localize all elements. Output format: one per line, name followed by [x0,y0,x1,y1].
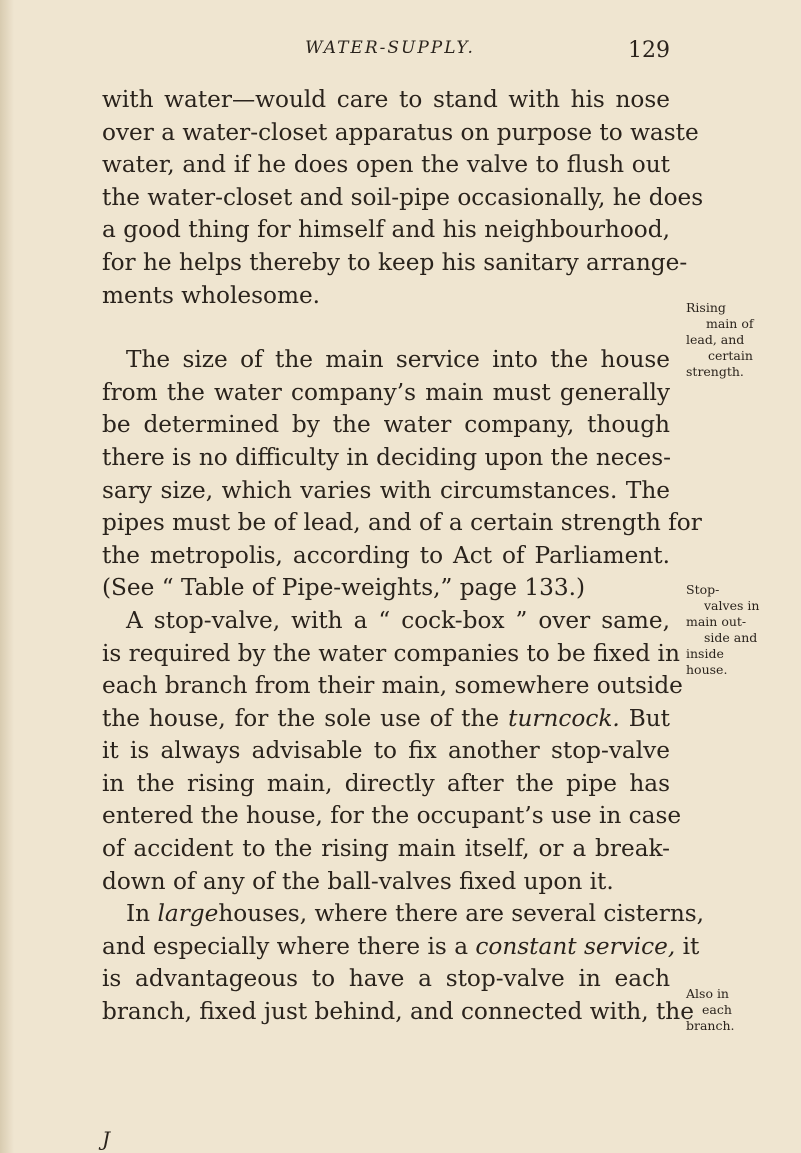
side-note-line: certain [708,348,753,363]
side-note-stop-valves [686,582,796,678]
text-line: it is always advisable to fix another stop-valve [102,737,670,765]
text-line: there is no difficulty in deciding upon the neces- [102,443,671,471]
paragraph-3 [102,605,683,898]
text-fragment: it [675,932,700,960]
side-note-line: lead, and [686,332,745,347]
text-line: be determined by the water company, though [102,411,670,439]
text-line: for he helps thereby to keep his sanitary arrange- [102,248,688,276]
italic-term: large [157,900,219,928]
side-note-line: branch. [686,1018,735,1033]
text-line [102,703,670,736]
page-header [110,38,670,68]
text-line [102,898,705,931]
text-line: of accident to the rising main itself, or a break- [102,835,670,863]
text-fragment: In [126,900,158,928]
paragraph-2 [102,344,702,605]
text-line: is advantageous to have a stop-valve in each [102,965,670,993]
text-fragment: houses, where there are several cisterns, [218,900,705,928]
text-line [102,931,700,964]
text-line: over a water-closet apparatus on purpose to waste [102,118,699,146]
text-line: The size of the main service into the house [126,346,670,374]
signature-mark: J [102,1127,111,1151]
text-line: with water—would care to stand with his nose [102,86,670,113]
side-note-line: house. [686,662,728,677]
text-line: the metropolis, according to Act of Parliament. [102,541,670,569]
side-note-line: Stop- [686,582,720,597]
page-number: 129 [628,38,670,63]
side-note-line: main of [706,316,754,331]
text-line: (See “ Table of Pipe-weights,” page 133.) [102,574,585,602]
text-fragment: the house, for the sole use of the [102,704,509,732]
page-edge [0,0,14,1153]
side-note-line: inside [686,646,724,661]
paragraph-4 [102,898,705,1028]
text-line: A stop-valve, with a “ cock-box ” over same, [126,606,670,634]
side-note-line: strength. [686,364,744,379]
text-line: entered the house, for the occupant’s use in case [102,802,682,830]
text-line: down of any of the ball-valves fixed upon it. [102,867,614,895]
text-line: the water-closet and soil-pipe occasionally, he does [102,183,704,211]
text-line: a good thing for himself and his neighbourhood, [102,216,670,244]
side-note-line: main out- [686,614,747,629]
text-line: ments wholesome. [102,281,321,309]
text-line: is required by the water companies to be fixed in [102,639,680,667]
side-note-line: Rising [686,300,726,315]
side-note-line: side and [704,630,758,645]
text-line: in the rising main, directly after the pipe has [102,769,670,797]
running-title: WATER-SUPPLY. [305,38,475,58]
text-fragment: But [619,704,670,732]
side-note-line: each [702,1002,732,1017]
text-line: pipes must be of lead, and of a certain strength for [102,509,702,537]
italic-term: turncock. [508,704,620,732]
side-note-line: Also in [686,986,729,1001]
text-line: each branch from their main, somewhere outside [102,672,683,700]
text-line: branch, fixed just behind, and connected with, the [102,998,694,1026]
text-line: from the water company’s main must generally [102,378,670,406]
italic-term: constant service, [475,932,676,960]
side-note-rising-main [686,300,796,380]
text-fragment: and especially where there is a [102,932,476,960]
text-line: sary size, which varies with circumstances. The [102,476,670,504]
side-note-line: valves in [704,598,760,613]
side-note-also-each [686,986,796,1034]
paragraph-1 [102,84,704,312]
text-line: water, and if he does open the valve to flush out [102,151,670,179]
